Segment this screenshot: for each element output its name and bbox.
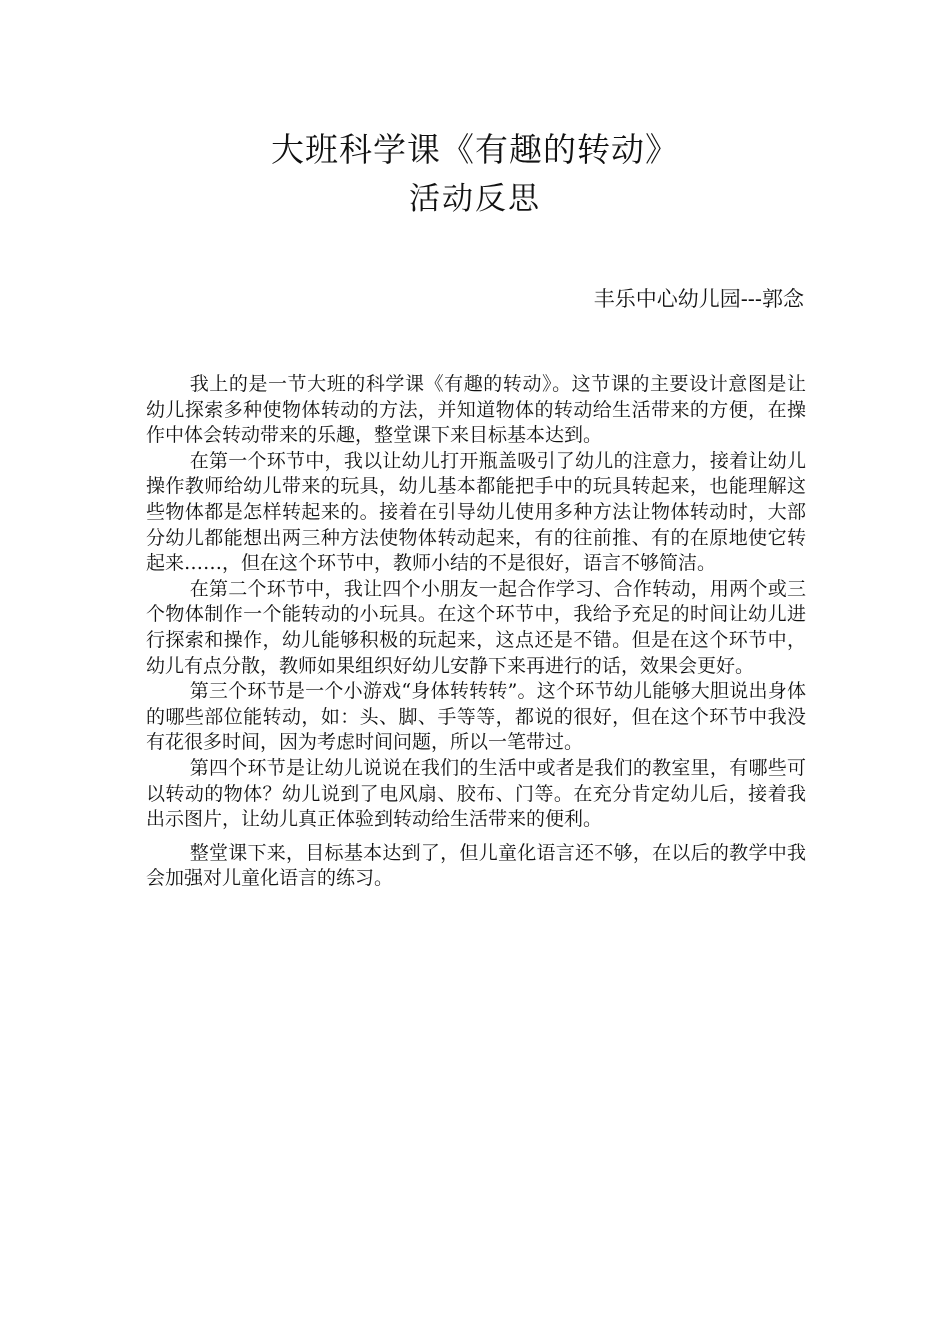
paragraph-third-segment: 第三个环节是一个小游戏“身体转转转”。这个环节幼儿能够大胆说出身体的哪些部位能转动，如：头、脚、手等等，都说的很好，但在这个环节中我没有花很多时间，因为考虑时间问题，所以一笔带过。 [146,680,806,754]
document-title: 大班科学课《有趣的转动》 [271,130,679,169]
paragraph-conclusion: 整堂课下来，目标基本达到了，但儿童化语言还不够，在以后的教学中我会加强对儿童化语言的练习。 [146,841,806,890]
paragraph-first-segment: 在第一个环节中，我以让幼儿打开瓶盖吸引了幼儿的注意力，接着让幼儿操作教师给幼儿带来的玩具，幼儿基本都能把手中的玩具转起来，也能理解这些物体都是怎样转起来的。接着在引导幼儿使用多种方法让物体转动时，大部分幼儿都能想出两三种方法使物体转动起来，有的往前推、有的在原地使它转起来……，但在这个环节中，教师小结的不是很好，语言不够简洁。 [146,449,806,575]
document-subtitle: 活动反思 [409,181,541,217]
paragraph-second-segment: 在第二个环节中，我让四个小朋友一起合作学习、合作转动，用两个或三个物体制作一个能转动的小玩具。在这个环节中，我给予充足的时间让幼儿进行探索和操作，幼儿能够积极的玩起来，这点还是不错。但是在这个环节中，幼儿有点分散，教师如果组织好幼儿安静下来再进行的话，效果会更好。 [146,577,806,677]
author-line: 丰乐中心幼儿园---郭念 [593,287,804,311]
document-body [146,372,806,892]
paragraph-fourth-segment: 第四个环节是让幼儿说说在我们的生活中或者是我们的教室里，有哪些可以转动的物体？幼儿说到了电风扇、胶布、门等。在充分肯定幼儿后，接着我出示图片，让幼儿真正体验到转动给生活带来的便利。 [146,756,806,831]
paragraph-intro: 我上的是一节大班的科学课《有趣的转动》。这节课的主要设计意图是让幼儿探索多种使物体转动的方法，并知道物体的转动给生活带来的方便，在操作中体会转动带来的乐趣，整堂课下来目标基本达到。 [146,373,806,447]
